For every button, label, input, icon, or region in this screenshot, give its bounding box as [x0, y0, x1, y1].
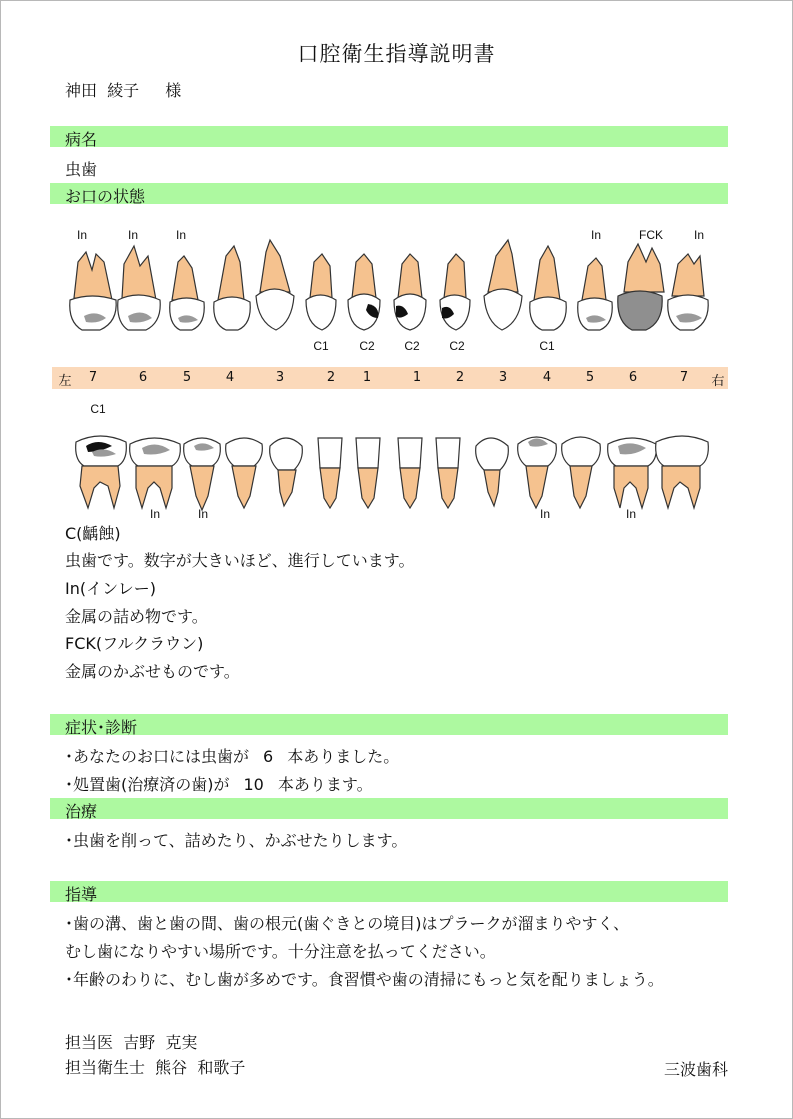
- tooth-label-fck: FCK: [639, 228, 663, 242]
- disease-text: 虫歯: [65, 160, 98, 179]
- section-bar-symptoms: [50, 714, 728, 735]
- tooth-label-in: In: [127, 228, 139, 242]
- treated-count: 10: [243, 775, 264, 794]
- treatment-text: ･虫歯を削って、詰めたり、かぶせたりします。: [65, 831, 408, 850]
- tooth-number: 3: [275, 370, 285, 385]
- tooth-label-caries: C2: [359, 339, 375, 353]
- upper-molar-6-right: [618, 244, 664, 330]
- lower-molar-6-left: [130, 438, 181, 508]
- tooth-number: 1: [362, 370, 372, 385]
- tooth-number: 1: [412, 370, 422, 385]
- lower-premolar-5-right: [562, 437, 601, 508]
- tooth-label-in: In: [197, 507, 209, 521]
- upper-premolar-4-right: [530, 246, 567, 330]
- dentist-name: 担当医 吉野 克実: [65, 1033, 198, 1052]
- tooth-label-caries: C2: [449, 339, 465, 353]
- tooth-label-in: In: [539, 507, 551, 521]
- tooth-number: 6: [628, 370, 638, 385]
- upper-incisor-2-left: [306, 254, 336, 330]
- upper-molar-7-right: [668, 254, 708, 330]
- lower-canine-3-left: [270, 438, 303, 506]
- legend-term-crown: FCK(フルクラウン): [65, 634, 204, 653]
- lower-premolar-4-left: [226, 438, 263, 508]
- upper-incisor-1-left: [348, 254, 380, 330]
- legend-desc-crown: 金属のかぶせものです。: [65, 662, 240, 681]
- clinic-name: 三波歯科: [663, 1060, 728, 1079]
- upper-canine-3-left: [256, 240, 294, 330]
- upper-incisor-1-right: [394, 254, 426, 330]
- tooth-label-in: In: [590, 228, 602, 242]
- tooth-chart: [0, 0, 793, 540]
- section-heading-treatment: 治療: [65, 802, 98, 821]
- tooth-number: 4: [542, 370, 552, 385]
- tooth-number: 4: [225, 370, 235, 385]
- tooth-number: 5: [585, 370, 595, 385]
- caries-count: 6: [263, 747, 274, 766]
- lower-incisor-2-right: [436, 438, 460, 508]
- tooth-label-caries: C1: [313, 339, 329, 353]
- legend-desc-caries: 虫歯です。数字が大きいほど、進行しています。: [65, 551, 415, 570]
- tooth-label-caries: C1: [539, 339, 555, 353]
- symptoms-line1-prefix: ･あなたのお口には虫歯が: [65, 747, 250, 766]
- guidance-line: ･歯の溝、歯と歯の間、歯の根元(歯ぐきとの境目)はプラークが溜まりやすく、: [65, 914, 630, 933]
- upper-incisor-2-right: [440, 254, 470, 330]
- tooth-number-row: [52, 367, 728, 389]
- section-heading-disease: 病名: [65, 130, 98, 149]
- upper-premolar-5-left: [170, 256, 205, 330]
- guidance-line: ･年齢のわりに、むし歯が多めです。食習慣や歯の清掃にもっと気を配りましょう。: [65, 970, 664, 989]
- upper-canine-3-right: [484, 240, 522, 330]
- lower-molar-7-left: [76, 436, 127, 508]
- guidance-line: むし歯になりやすい場所です。十分注意を払ってください。: [65, 942, 496, 961]
- tooth-label-in: In: [625, 507, 637, 521]
- side-label-right: 右: [711, 374, 725, 389]
- lower-molar-6-right: [608, 438, 657, 508]
- section-heading-symptoms: 症状･診断: [65, 718, 138, 737]
- symptoms-line2-prefix: ･処置歯(治療済の歯)が: [65, 775, 230, 794]
- lower-incisor-2-left: [318, 438, 342, 508]
- tooth-label-in: In: [175, 228, 187, 242]
- upper-premolar-5-right: [578, 258, 613, 330]
- upper-molar-6-left: [118, 246, 161, 330]
- tooth-label-in: In: [149, 507, 161, 521]
- tooth-number: 6: [138, 370, 148, 385]
- section-heading-guidance: 指導: [65, 885, 98, 904]
- lower-premolar-4-right: [518, 437, 557, 508]
- tooth-number: 3: [498, 370, 508, 385]
- symptoms-line-treated: [65, 772, 373, 795]
- symptoms-line1-suffix: 本ありました。: [287, 747, 400, 766]
- symptoms-line2-suffix: 本あります。: [277, 775, 373, 794]
- tooth-number: 7: [679, 370, 689, 385]
- lower-molar-7-right: [656, 436, 709, 508]
- tooth-label-caries: C1: [90, 402, 106, 416]
- hygienist-name: 担当衛生士 熊谷 和歌子: [65, 1058, 246, 1077]
- symptoms-line-caries: [65, 744, 399, 767]
- tooth-number: 2: [326, 370, 336, 385]
- tooth-label-caries: C2: [404, 339, 420, 353]
- lower-incisor-1-right: [398, 438, 422, 508]
- tooth-number: 7: [88, 370, 98, 385]
- legend-desc-inlay: 金属の詰め物です。: [65, 607, 208, 626]
- patient-name: 神田 綾子: [65, 81, 140, 100]
- legend-term-caries: C(齲蝕): [65, 524, 121, 543]
- legend-term-inlay: In(インレー): [65, 579, 156, 598]
- section-bar-guidance: [50, 881, 728, 902]
- tooth-label-in: In: [693, 228, 705, 242]
- upper-premolar-4-left: [214, 246, 251, 330]
- side-label-left: 左: [58, 374, 72, 389]
- lower-canine-3-right: [476, 438, 509, 506]
- section-bar-treatment: [50, 798, 728, 819]
- section-heading-oral-state: お口の状態: [65, 187, 146, 206]
- patient-honorific: 様: [165, 81, 182, 100]
- page-title: 口腔衛生指導説明書: [297, 42, 496, 66]
- lower-premolar-5-left: [184, 438, 221, 510]
- lower-incisor-1-left: [356, 438, 380, 508]
- tooth-label-in: In: [76, 228, 88, 242]
- tooth-number: 5: [182, 370, 192, 385]
- tooth-number: 2: [455, 370, 465, 385]
- upper-molar-7-left: [70, 252, 116, 330]
